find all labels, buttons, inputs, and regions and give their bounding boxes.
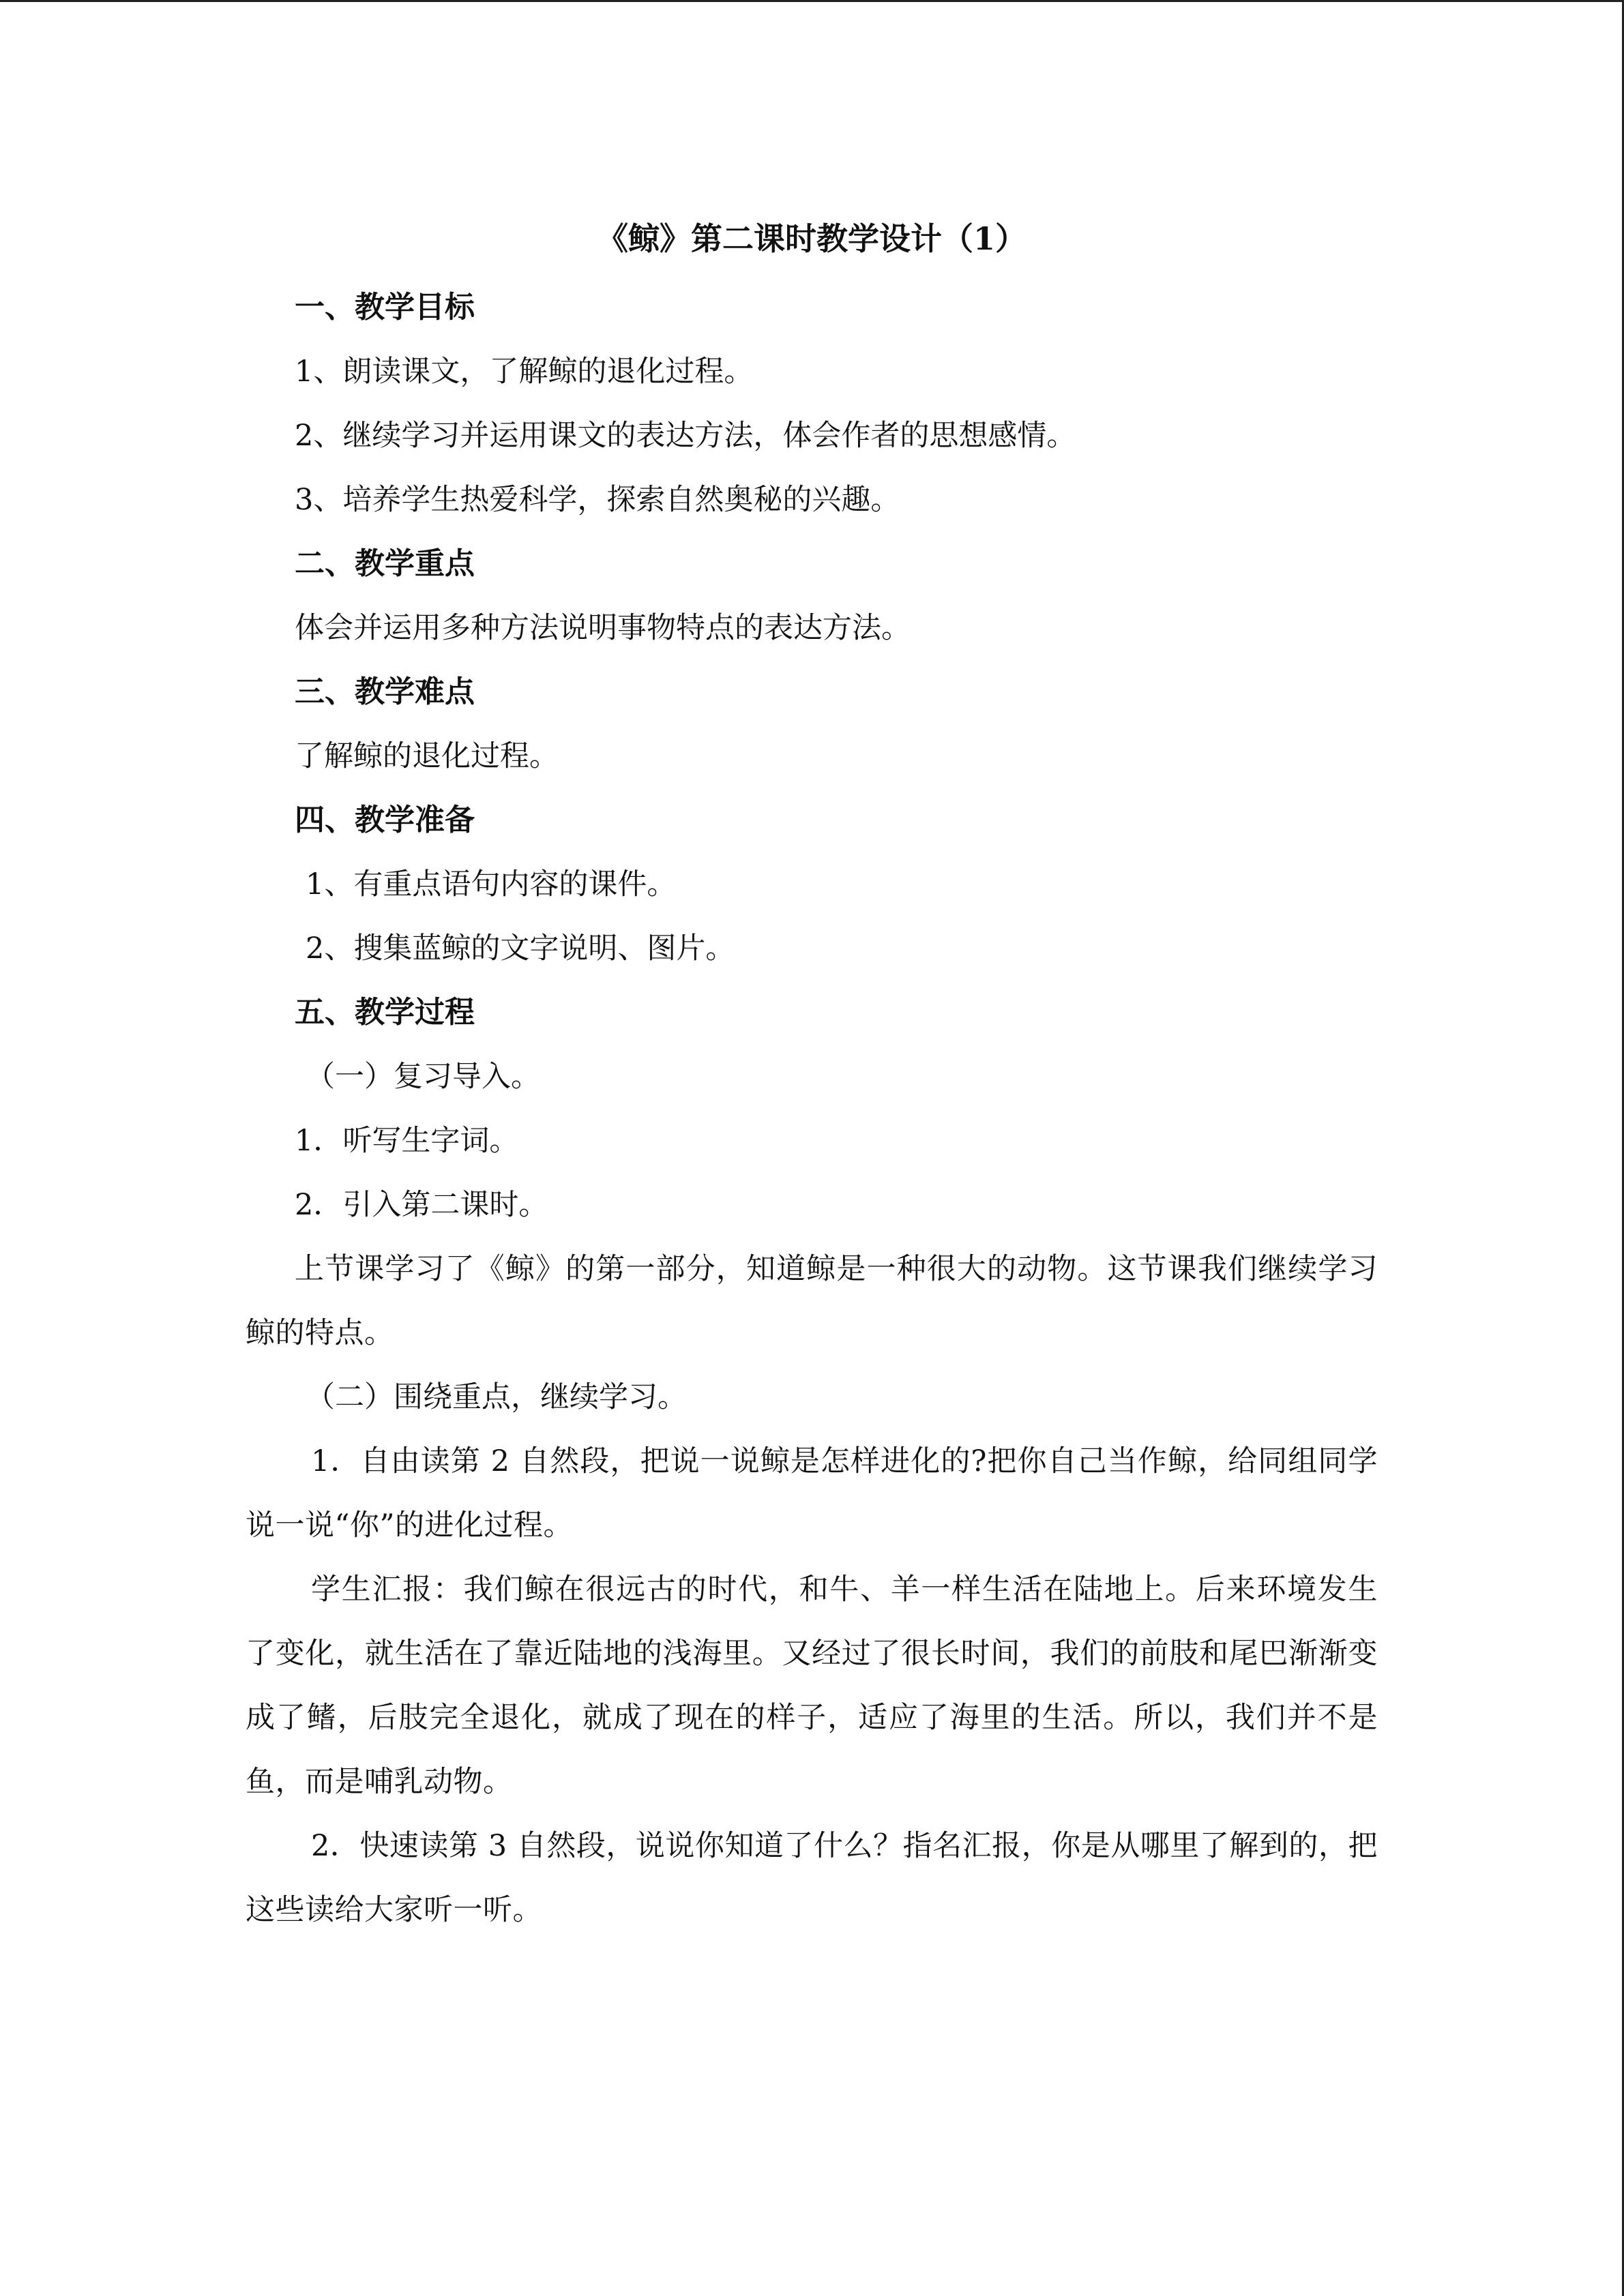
process-paragraph: 上节课学习了《鲸》的第一部分，知道鲸是一种很大的动物。这节课我们继续学习鲸的特点。 <box>246 1252 1378 1350</box>
objective-item: 1、朗读课文，了解鲸的退化过程。 <box>295 355 754 389</box>
objective-item: 2、继续学习并运用课文的表达方法，体会作者的思想感情。 <box>295 419 1076 453</box>
section-heading-key-points: 二、教学重点 <box>295 546 475 581</box>
process-part-label: （一）复习导入。 <box>306 1060 540 1094</box>
key-points-text: 体会并运用多种方法说明事物特点的表达方法。 <box>295 611 911 645</box>
preparation-item: 2、搜集蓝鲸的文字说明、图片。 <box>306 931 735 966</box>
section-heading-objectives: 一、教学目标 <box>295 290 475 325</box>
process-step: 2．引入第二课时。 <box>295 1188 548 1222</box>
student-report-paragraph: 学生汇报：我们鲸在很远古的时代，和牛、羊一样生活在陆地上。后来环境发生了变化，就生活在了靠近陆地的浅海里。又经过了很长时间，我们的前肢和尾巴渐渐变成了鳍，后肢完全退化，就成了现在的样子，适应了海里的生活。所以，我们并不是鱼，而是哺乳动物。 <box>246 1572 1378 1799</box>
document-body <box>246 211 1378 1942</box>
process-paragraph: 1．自由读第 2 自然段，把说一说鲸是怎样进化的?把你自己当作鲸，给同组同学说一说“你”的进化过程。 <box>246 1444 1378 1542</box>
difficulties-text: 了解鲸的退化过程。 <box>295 739 559 773</box>
section-heading-process: 五、教学过程 <box>295 995 475 1030</box>
page-border-top <box>0 0 1624 2</box>
document-title: 《鲸》第二课时教学设计（1） <box>596 220 1027 257</box>
objective-item: 3、培养学生热爱科学，探索自然奥秘的兴趣。 <box>295 483 900 517</box>
preparation-item: 1、有重点语句内容的课件。 <box>306 867 677 901</box>
process-paragraph: 2．快速读第 3 自然段，说说你知道了什么？指名汇报，你是从哪里了解到的，把这些读给大家听一听。 <box>246 1829 1378 1927</box>
section-heading-difficulties: 三、教学难点 <box>295 674 475 709</box>
section-heading-preparation: 四、教学准备 <box>295 803 475 837</box>
process-step: 1．听写生字词。 <box>295 1124 519 1158</box>
process-part-label: （二）围绕重点，继续学习。 <box>306 1380 687 1414</box>
